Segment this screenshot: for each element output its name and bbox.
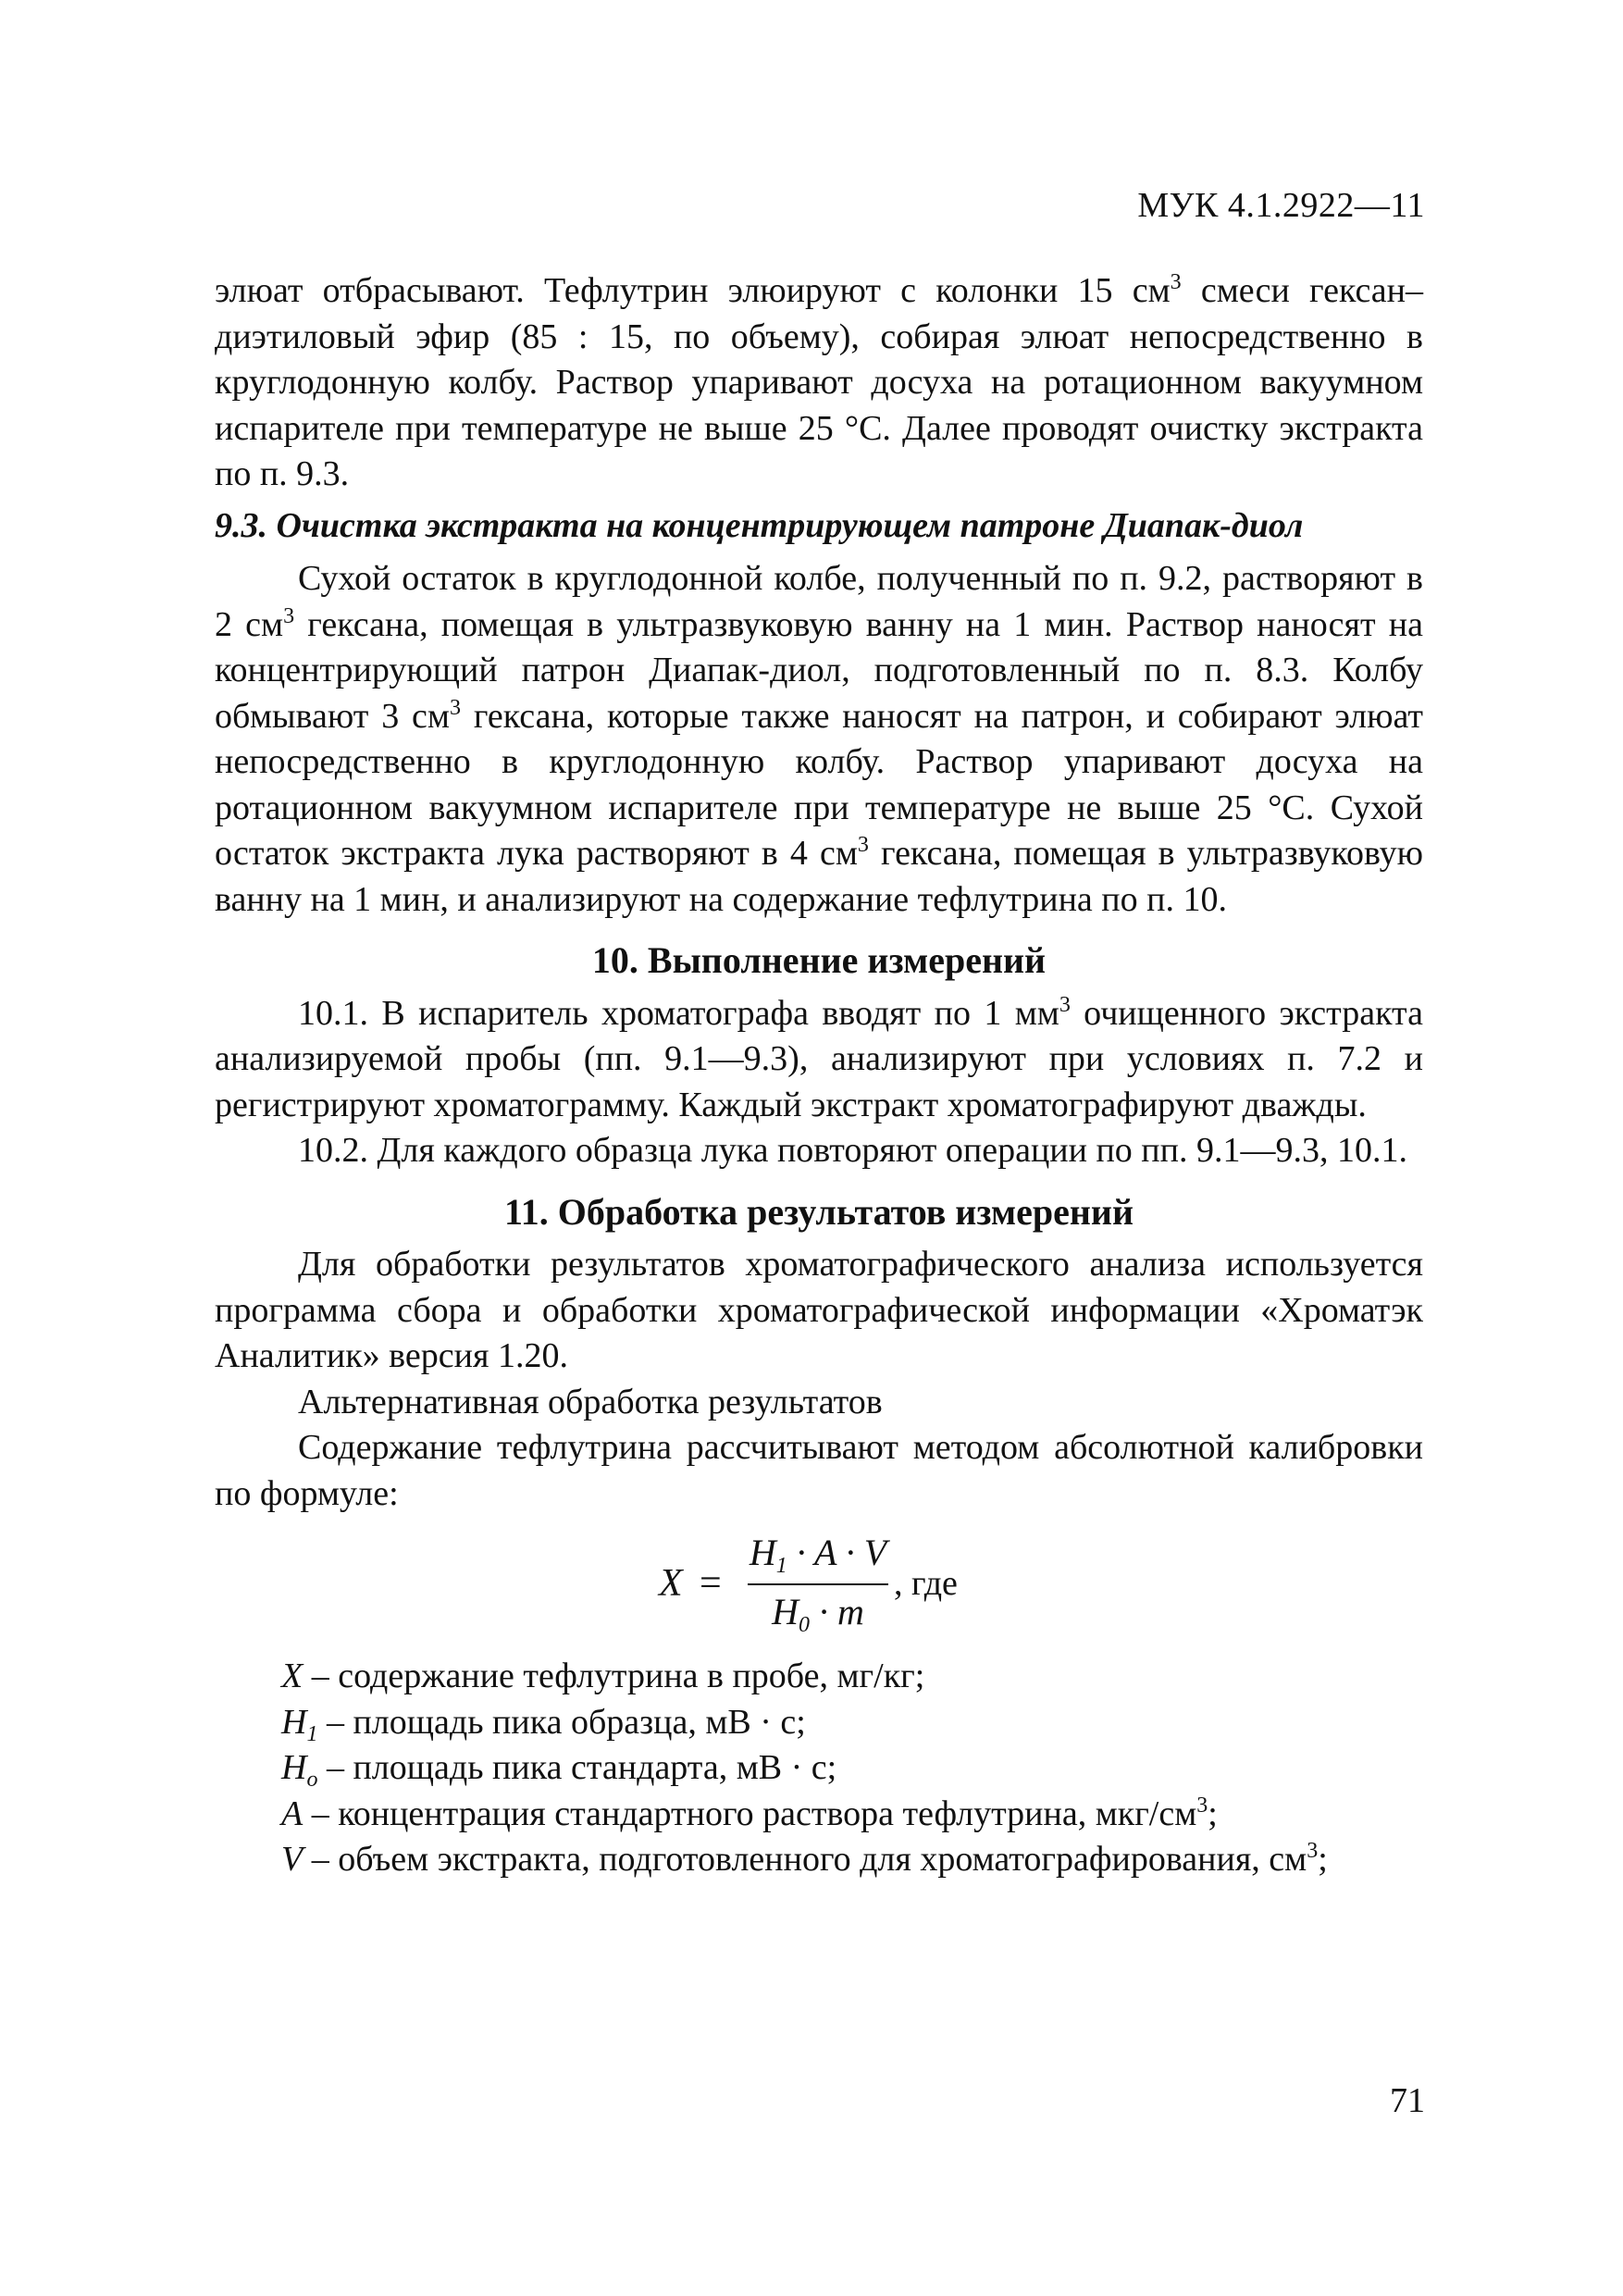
text-span: очищенного экстракта анализируемой пробы (пп. 9.1—9.3), анализируют при условиях п. 7.2 и регистрируют хроматограмму. Каждый экстракт хроматографируют дважды.	[215, 993, 1423, 1124]
definition-end: ;	[1318, 1840, 1328, 1879]
definition-h1	[215, 1700, 1423, 1746]
superscript: 3	[283, 603, 295, 628]
superscript: 3	[1196, 1793, 1208, 1818]
formula-equals: =	[700, 1562, 722, 1605]
definition-symbol: A	[281, 1793, 304, 1833]
paragraph-eluate	[215, 268, 1423, 498]
definition-text: – площадь пика стандарта, мВ · с;	[317, 1748, 837, 1787]
formula	[659, 1530, 1010, 1641]
definition-symbol: V	[281, 1840, 304, 1879]
paragraph-11-alternative: Альтернативная обработка результатов	[298, 1382, 883, 1421]
subscript: 0	[799, 1613, 810, 1637]
paragraph-11-formula-intro: Содержание тефлутрина рассчитывают методом абсолютной калибровки по формуле:	[215, 1428, 1423, 1513]
formula-where: , где	[894, 1564, 958, 1603]
text-span: гексана, которые также наносят на патрон, и собирают элюат непосредственно в круглодонную колбу. Раствор упаривают досуха на ротационном вакуумном испарителе при температуре не выше 25 °С. Сухой остаток экстракта лука растворяют в 4 см	[215, 696, 1423, 873]
formula-lhs: X	[659, 1562, 683, 1605]
definition-symbol: H	[281, 1702, 307, 1742]
superscript: 3	[449, 695, 461, 720]
page-content	[215, 268, 1423, 1883]
definition-x	[215, 1654, 1423, 1700]
text-span: гексана, помещая в ультразвуковую ванну на 1 мин. Раствор наносят на концентрирующий патрон Диапак-диол, подготовленный по п. 8.3. Колбу обмывают 3 см	[215, 604, 1423, 736]
paragraph-11-software: Для обработки результатов хроматографического анализа используется программа сбора и обработки хроматографической информации «Хроматэк Аналитик» версия 1.20.	[215, 1245, 1423, 1375]
paragraph-10-2: 10.2. Для каждого образца лука повторяют операции по пп. 9.1—9.3, 10.1.	[298, 1131, 1407, 1170]
symbol-h: H	[749, 1532, 776, 1573]
definition-text: – площадь пика образца, мВ · с;	[317, 1702, 806, 1742]
text-span: Сухой остаток в круглодонной колбе, полученный по п. 9.2, растворяют в 2 см	[215, 559, 1423, 644]
subscript: 1	[306, 1721, 318, 1746]
text-span: смеси гексан–диэтиловый эфир (85 : 15, по объему), собирая элюат непосредственно в круглодонную колбу. Раствор упаривают досуха на ротационном вакуумном испарителе при температуре не выше 25 °С. Далее проводят очистку экстракта по п. 9.3.	[215, 271, 1423, 493]
text-span: 10.1. В испаритель хроматографа вводят по 1 мм	[298, 993, 1059, 1033]
definition-symbol: X	[281, 1657, 304, 1695]
fraction-bar	[748, 1583, 888, 1585]
formula-numerator	[748, 1530, 888, 1576]
section-11-heading: 11. Обработка результатов измерений	[503, 1190, 1134, 1233]
numerator-rest: · A · V	[787, 1532, 887, 1573]
text-span: элюат отбрасывают. Тефлутрин элюируют с колонки 15 см	[215, 271, 1171, 310]
paragraph-diapak-cleanup	[215, 556, 1423, 923]
document-code-header: МУК 4.1.2922—11	[1137, 186, 1425, 225]
formula-block	[215, 1524, 1423, 1646]
page-number: 71	[1390, 2081, 1425, 2120]
subscript: o	[306, 1768, 318, 1792]
definition-text: – концентрация стандартного раствора тефлутрина, мкг/см	[303, 1793, 1197, 1833]
subscript: 1	[775, 1554, 787, 1578]
superscript: 3	[1059, 992, 1071, 1017]
superscript: 3	[857, 833, 869, 857]
symbol-h: H	[772, 1591, 799, 1632]
formula-denominator	[748, 1589, 888, 1635]
definition-v	[215, 1837, 1423, 1883]
formula-fraction	[748, 1530, 888, 1641]
denominator-rest: · m	[810, 1591, 864, 1632]
definition-text: – объем экстракта, подготовленного для хроматографирования, см	[303, 1840, 1307, 1879]
text-span: гексана, помещая в ультразвуковую ванну на 1 мин, и анализируют на содержание тефлутрина по п. 10.	[215, 834, 1423, 919]
section-10-heading: 10. Выполнение измерений	[591, 939, 1047, 981]
definition-end: ;	[1208, 1793, 1218, 1833]
definition-h0	[215, 1745, 1423, 1792]
definition-a	[215, 1792, 1423, 1838]
subsection-9-3-heading: 9.3. Очистка экстракта на концентрирующем патроне Диапак-диол	[215, 505, 1304, 545]
superscript: 3	[1170, 270, 1182, 294]
definition-symbol: H	[281, 1748, 307, 1787]
definition-text: – содержание тефлутрина в пробе, мг/кг;	[303, 1657, 925, 1695]
superscript: 3	[1307, 1839, 1319, 1863]
paragraph-10-1	[215, 991, 1423, 1129]
